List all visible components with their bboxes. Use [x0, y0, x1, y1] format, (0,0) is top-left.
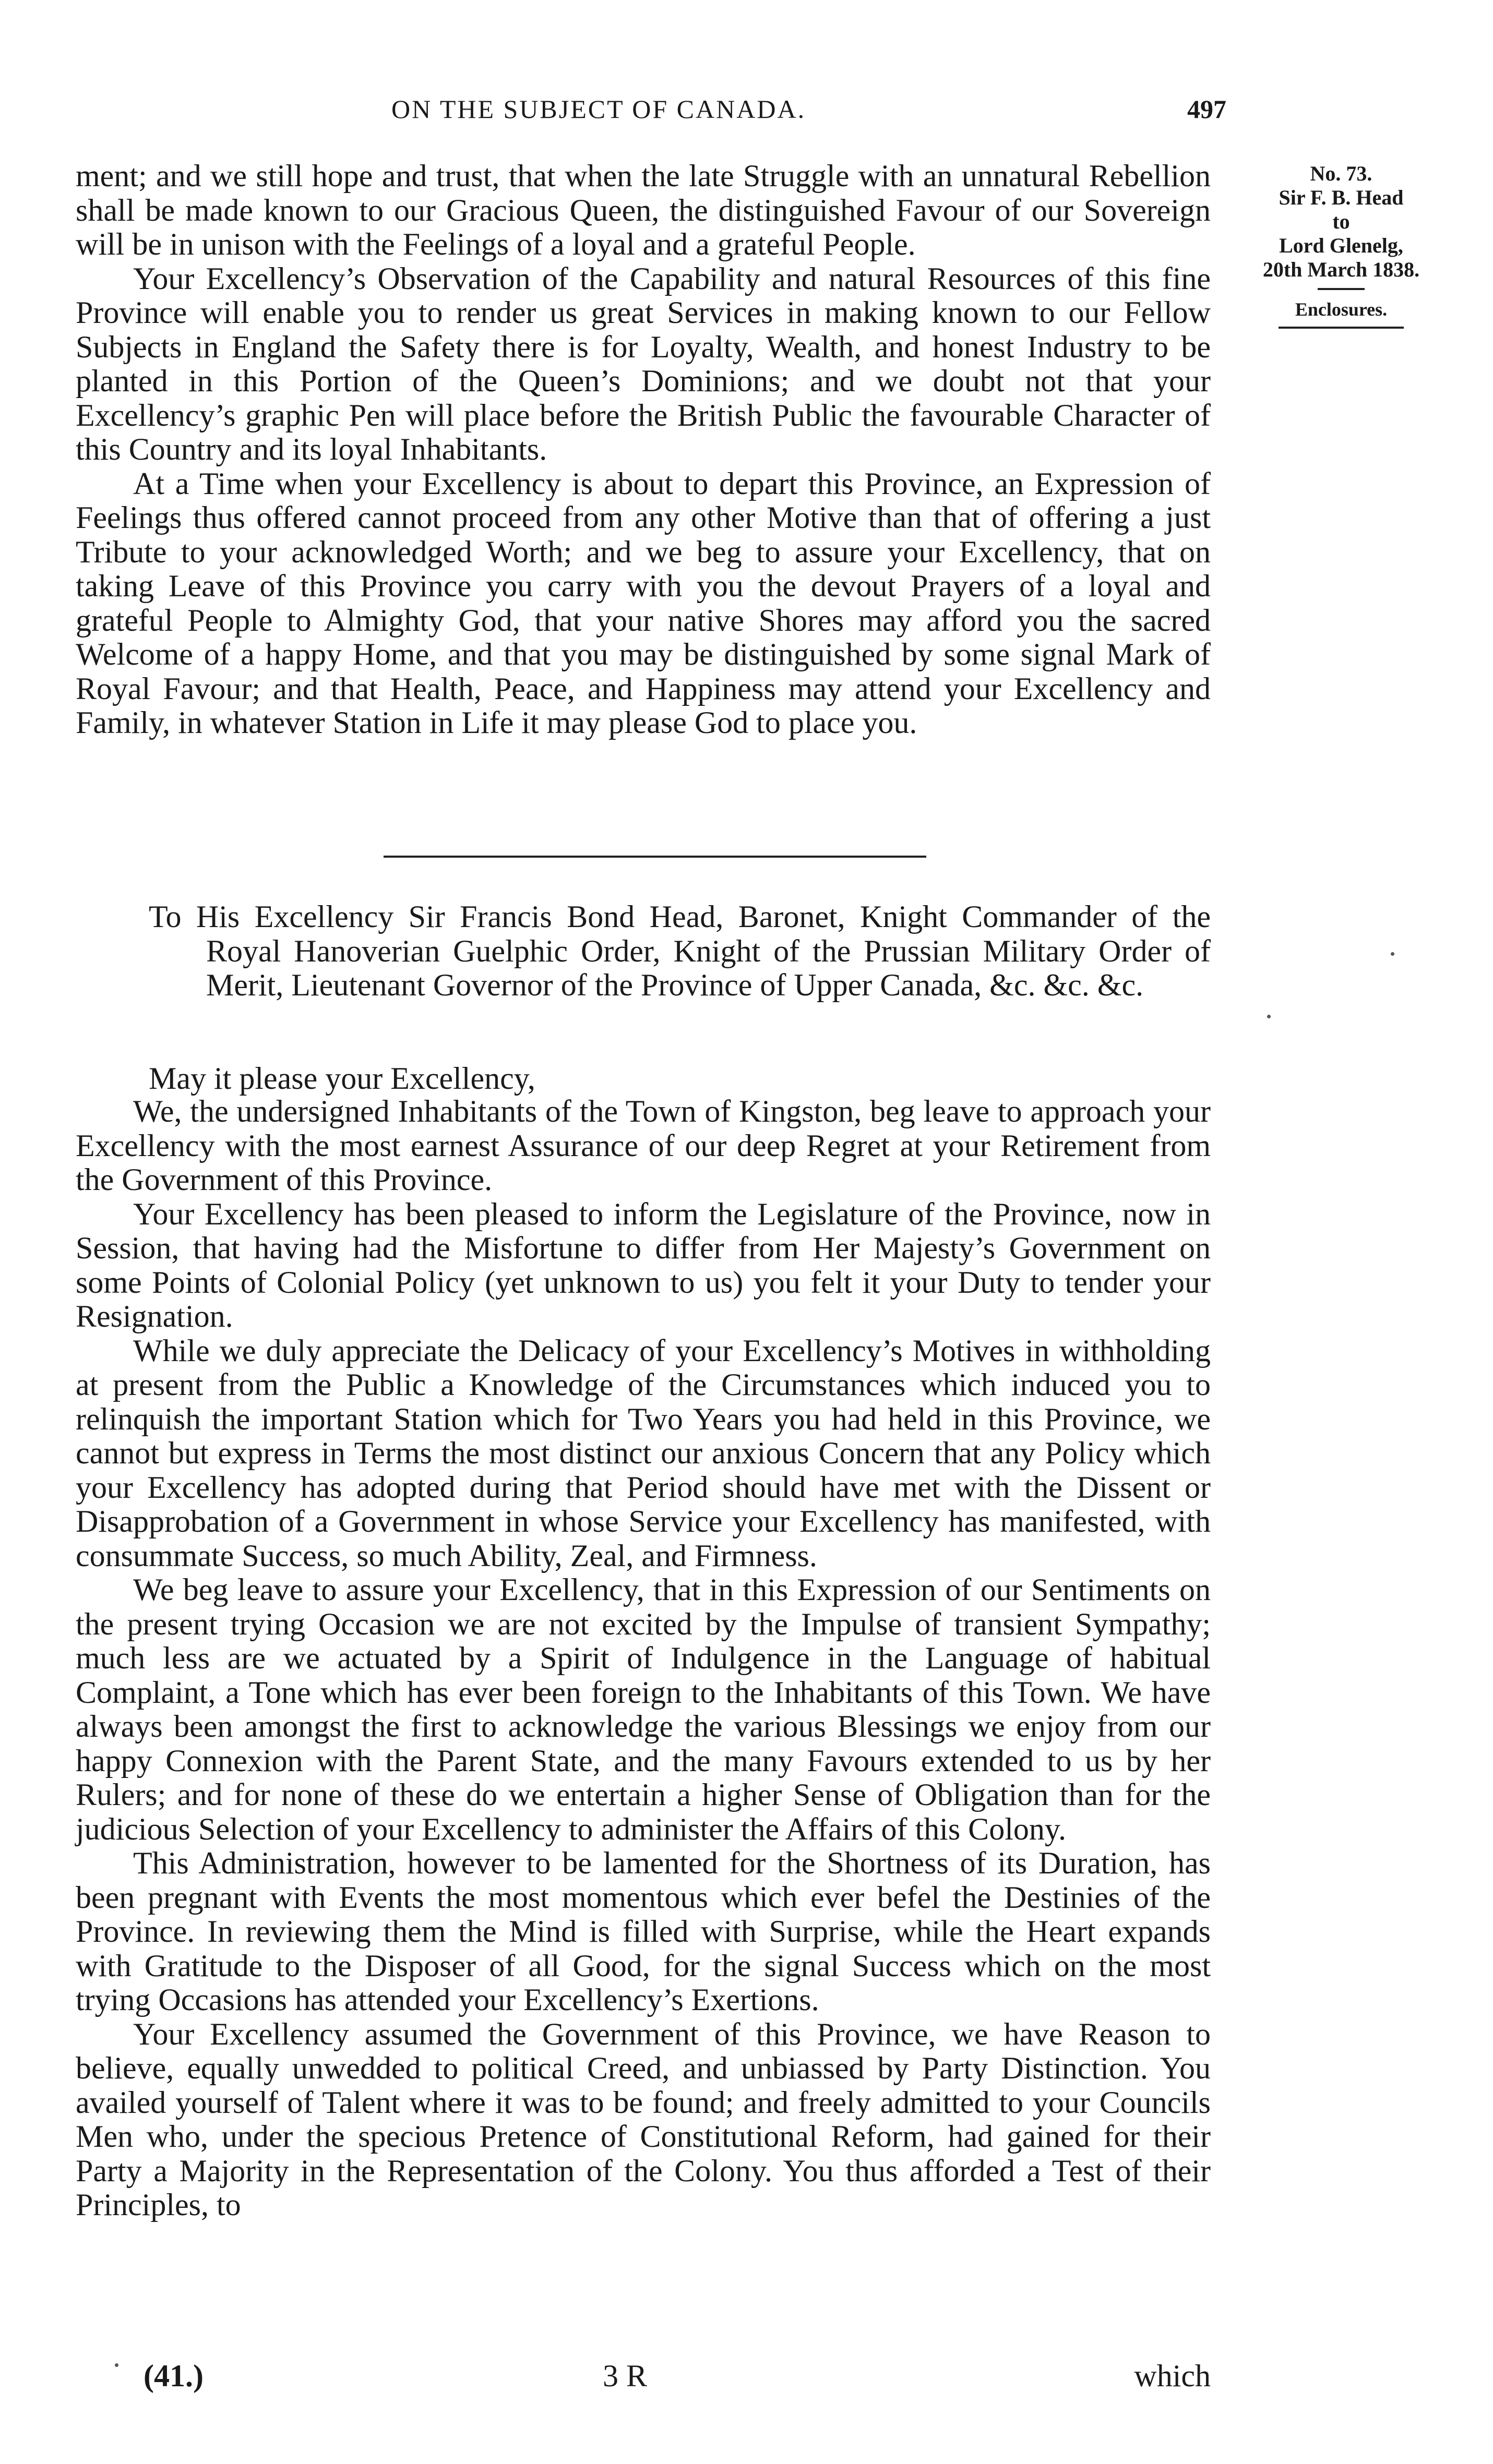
margin-note-recipient: Lord Glenelg,	[1279, 234, 1403, 257]
running-head	[391, 94, 1226, 130]
margin-note-enclosures: Enclosures.	[1295, 299, 1388, 320]
section-divider	[384, 856, 926, 858]
paragraph: While we duly appreciate the Delicacy of your Excellency’s Motives in withholding at present from the Public a Knowledge of the Circumstances which induced you to relinquish the important Station which for Two Years you had held in this Province, we cannot but express in Terms the most distinct our anxious Concern that any Policy which your Excellency has adopted during that Period should have met with the Dissent or Disapprobation of a Government in whose Service your Excellency has manifested, with consummate Success, so much Ability, Zeal, and Firmness.	[76, 1333, 1211, 1573]
margin-note-dispatch-number: No. 73.	[1310, 162, 1372, 185]
margin-note-to: to	[1332, 210, 1350, 233]
address-text: To His Excellency Sir Francis Bond Head, Baronet, Knight Commander of the Royal Hanoverian Guelphic Order, Knight of the Prussian Military Order of Merit, Lieutenant Governor of the Province of Upper Canada, &c. &c. &c.	[149, 899, 1211, 1002]
page-number: 497	[1187, 94, 1226, 124]
page-footer	[76, 2358, 1211, 2395]
letter-continuation	[76, 159, 1211, 740]
print-speck	[115, 2363, 118, 2367]
sheet-mark: 3 R	[603, 2359, 648, 2393]
margin-note-date: 20th March 1838.	[1262, 258, 1420, 281]
print-speck	[1391, 952, 1394, 956]
print-speck	[1267, 1015, 1271, 1018]
signature-mark: (41.)	[144, 2359, 204, 2393]
margin-note-sender: Sir F. B. Head	[1279, 186, 1404, 209]
catchword: which	[1134, 2359, 1211, 2393]
paragraph: Your Excellency has been pleased to inform the Legislature of the Province, now in Session, that having had the Misfortune to differ from Her Majesty’s Government on some Points of Colonial Policy (yet unknown to us) you felt it your Duty to tender your Resignation.	[76, 1196, 1211, 1333]
paragraph: We beg leave to assure your Excellency, that in this Expression of our Sentiments on the present trying Occasion we are not excited by the Impulse of transient Sympathy; much less are we actuated by a Spirit of Indulgence in the Language of habitual Complaint, a Tone which has ever been foreign to the Inhabitants of this Town. We have always been amongst the first to acknowledge the various Blessings we enjoy from our happy Connexion with the Parent State, and the many Favours extended to us by her Rulers; and for none of these do we entertain a higher Sense of Obligation than for the judicious Selection of your Excellency to administer the Affairs of this Colony.	[76, 1572, 1211, 1846]
running-head-title: ON THE SUBJECT OF CANADA.	[391, 94, 806, 124]
paragraph: ment; and we still hope and trust, that when the late Struggle with an unnatural Rebellion shall be made known to our Gracious Queen, the distinguished Favour of our Sovereign will be in unison with the Feelings of a loyal and a grateful People.	[76, 159, 1211, 261]
paragraph: Your Excellency’s Observation of the Capability and natural Resources of this fine Province will enable you to render us great Services in making known to our Fellow Subjects in England the Safety there is for Loyalty, Wealth, and honest Industry to be planted in this Portion of the Queen’s Dominions; and we doubt not that your Excellency’s graphic Pen will place before the British Public the favourable Character of this Country and its loyal Inhabitants.	[76, 261, 1211, 466]
margin-note-underline	[1279, 327, 1404, 329]
address-heading	[149, 900, 1211, 1003]
salutation: May it please your Excellency,	[149, 1061, 535, 1096]
margin-note	[1237, 162, 1446, 329]
paragraph: This Administration, however to be lamented for the Shortness of its Duration, has been pregnant with Events the most momentous which ever befel the Destinies of the Province. In reviewing them the Mind is filled with Surprise, while the Heart expands with Gratitude to the Disposer of all Good, for the signal Success which on the most trying Occasions has attended your Excellency’s Exertions.	[76, 1846, 1211, 2017]
paragraph: At a Time when your Excellency is about to depart this Province, an Expression of Feelings thus offered cannot proceed from any other Motive than that of offering a just Tribute to your acknowledged Worth; and we beg to assure your Excellency, that on taking Leave of this Province you carry with you the devout Prayers of a loyal and grateful People to Almighty God, that your native Shores may afford you the sacred Welcome of a happy Home, and that you may be distinguished by some signal Mark of Royal Favour; and that Health, Peace, and Happiness may attend your Excellency and Family, in whatever Station in Life it may please God to place you.	[76, 466, 1211, 740]
margin-note-divider	[1318, 288, 1365, 290]
paragraph: We, the undersigned Inhabitants of the Town of Kingston, beg leave to approach your Excellency with the most earnest Assurance of our deep Regret at your Retirement from the Government of this Province.	[76, 1094, 1211, 1197]
kingston-address-body	[76, 1095, 1211, 2222]
paragraph: Your Excellency assumed the Government of this Province, we have Reason to believe, equally unwedded to political Creed, and unbiassed by Party Distinction. You availed yourself of Talent where it was to be found; and freely admitted to your Councils Men who, under the specious Pretence of Constitutional Reform, had gained for their Party a Majority in the Representation of the Colony. You thus afforded a Test of their Principles, to	[76, 2016, 1211, 2222]
